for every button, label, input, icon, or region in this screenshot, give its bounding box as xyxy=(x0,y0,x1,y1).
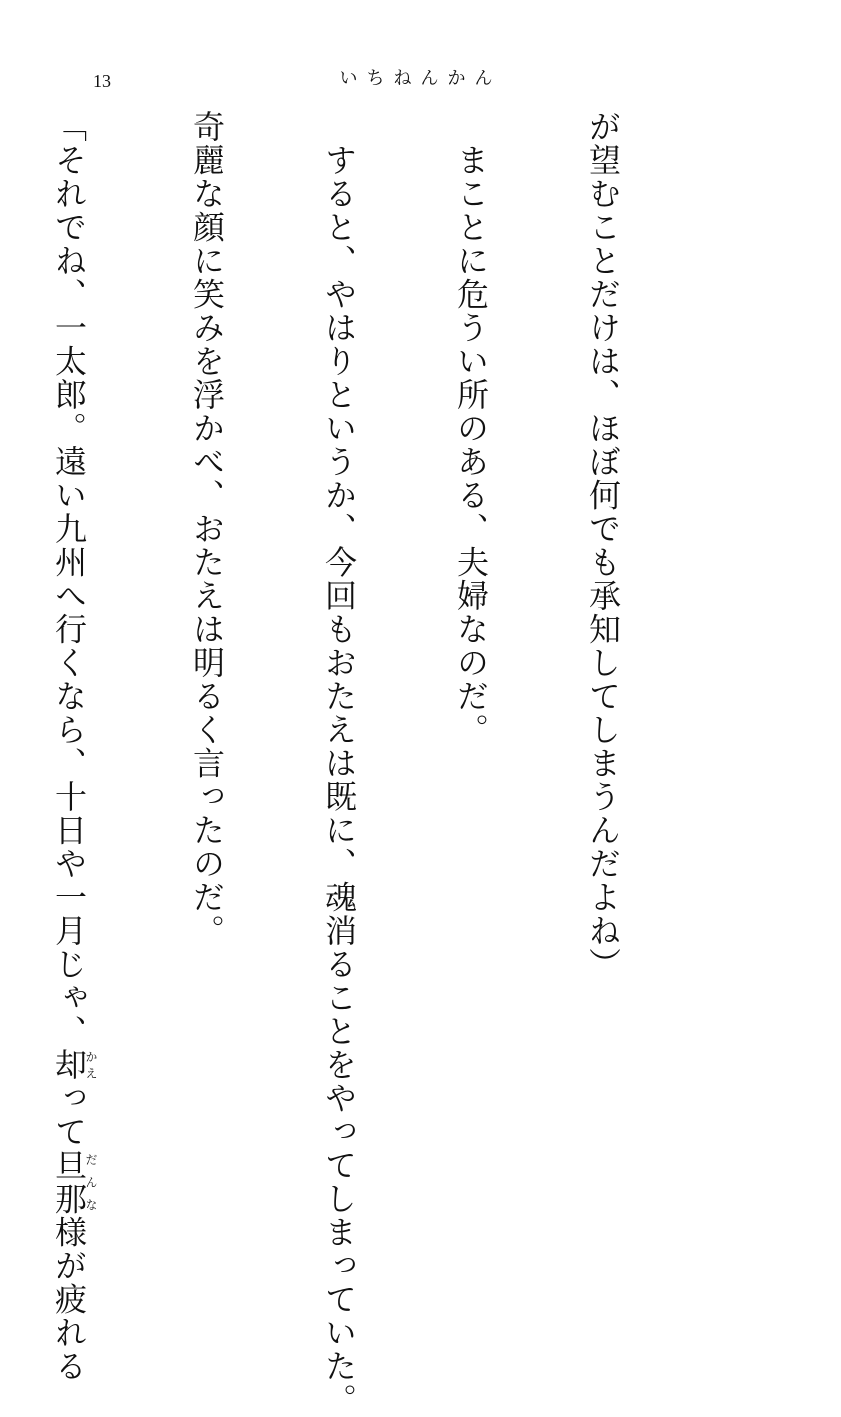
text-segment: って xyxy=(50,1081,88,1149)
ruby-reading: だんな xyxy=(84,1148,98,1216)
ruby-reading: かえ xyxy=(84,1048,98,1082)
ruby-kaette xyxy=(50,1048,98,1082)
text-line xyxy=(47,110,98,1383)
vertical-body-text xyxy=(50,110,713,1417)
text-line: まことに危うい所のある、夫婦なのだ。 xyxy=(452,110,490,747)
ruby-danna xyxy=(50,1148,98,1216)
text-line: すると、やはりというか、今回もおたえは既に、魂消ることをやってしまっていた。 xyxy=(320,110,358,1417)
ruby-base: 旦那 xyxy=(50,1148,88,1216)
text-segment: 「それでね、一太郎。遠い九州へ行くなら、十日や一月じゃ、 xyxy=(50,110,88,1048)
text-segment: 様が疲れる xyxy=(50,1215,88,1383)
text-line: 奇麗な顔に笑みを浮かべ、おたえは明るく言ったのだ。 xyxy=(188,110,226,948)
running-header-title: いちねんかん xyxy=(339,68,502,89)
text-line: が望むことだけは、ほぼ何でも承知してしまうんだよね） xyxy=(584,110,622,981)
page-number: 13 xyxy=(93,71,111,91)
ruby-base: 却 xyxy=(50,1048,88,1082)
